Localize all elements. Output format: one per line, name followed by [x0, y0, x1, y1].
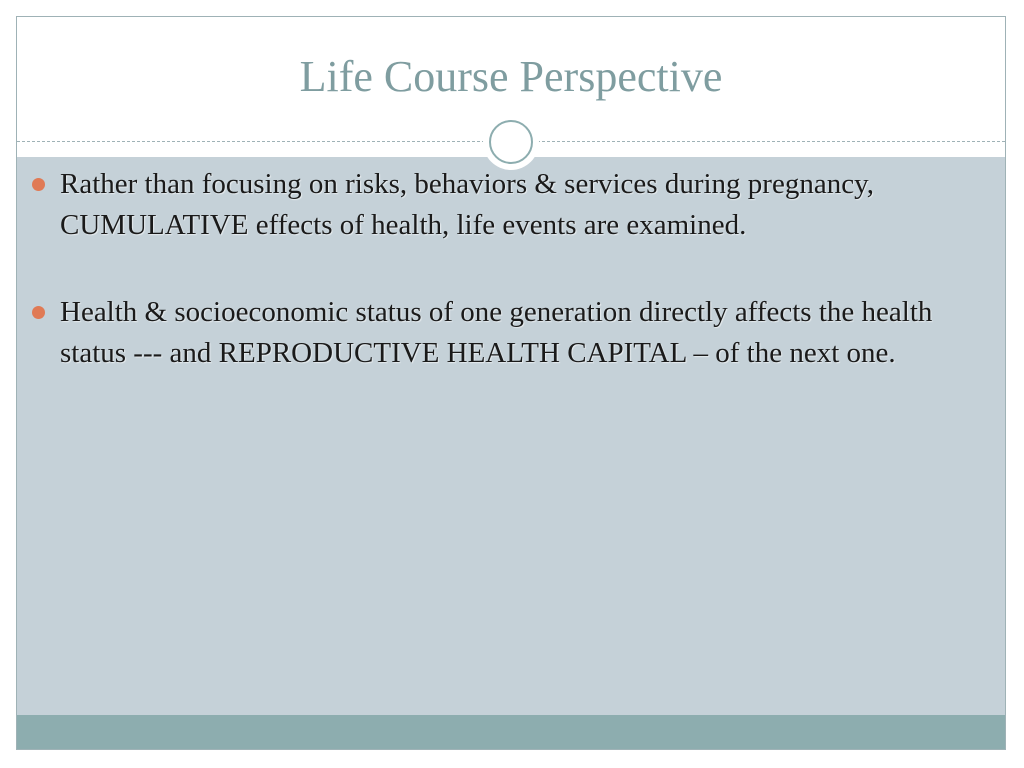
bullet-dot-icon: [32, 178, 45, 191]
slide-title: Life Course Perspective: [299, 52, 723, 101]
bullet-text: Rather than focusing on risks, behaviors & services during pregnancy, CUMULATIVE effects of health, life events are examined.: [60, 168, 874, 241]
bullet-text: Health & socioeconomic status of one generation directly affects the health status --- and REPRODUCTIVE HEALTH CAPITAL – of the next one.: [60, 296, 933, 369]
bullet-item: [32, 164, 952, 246]
circle-ring-icon: [489, 120, 533, 164]
circle-ornament-icon: [483, 114, 539, 170]
bullet-dot-icon: [32, 306, 45, 319]
bullet-list: [32, 164, 952, 420]
footer-band: [17, 715, 1005, 750]
bullet-item: [32, 292, 952, 374]
